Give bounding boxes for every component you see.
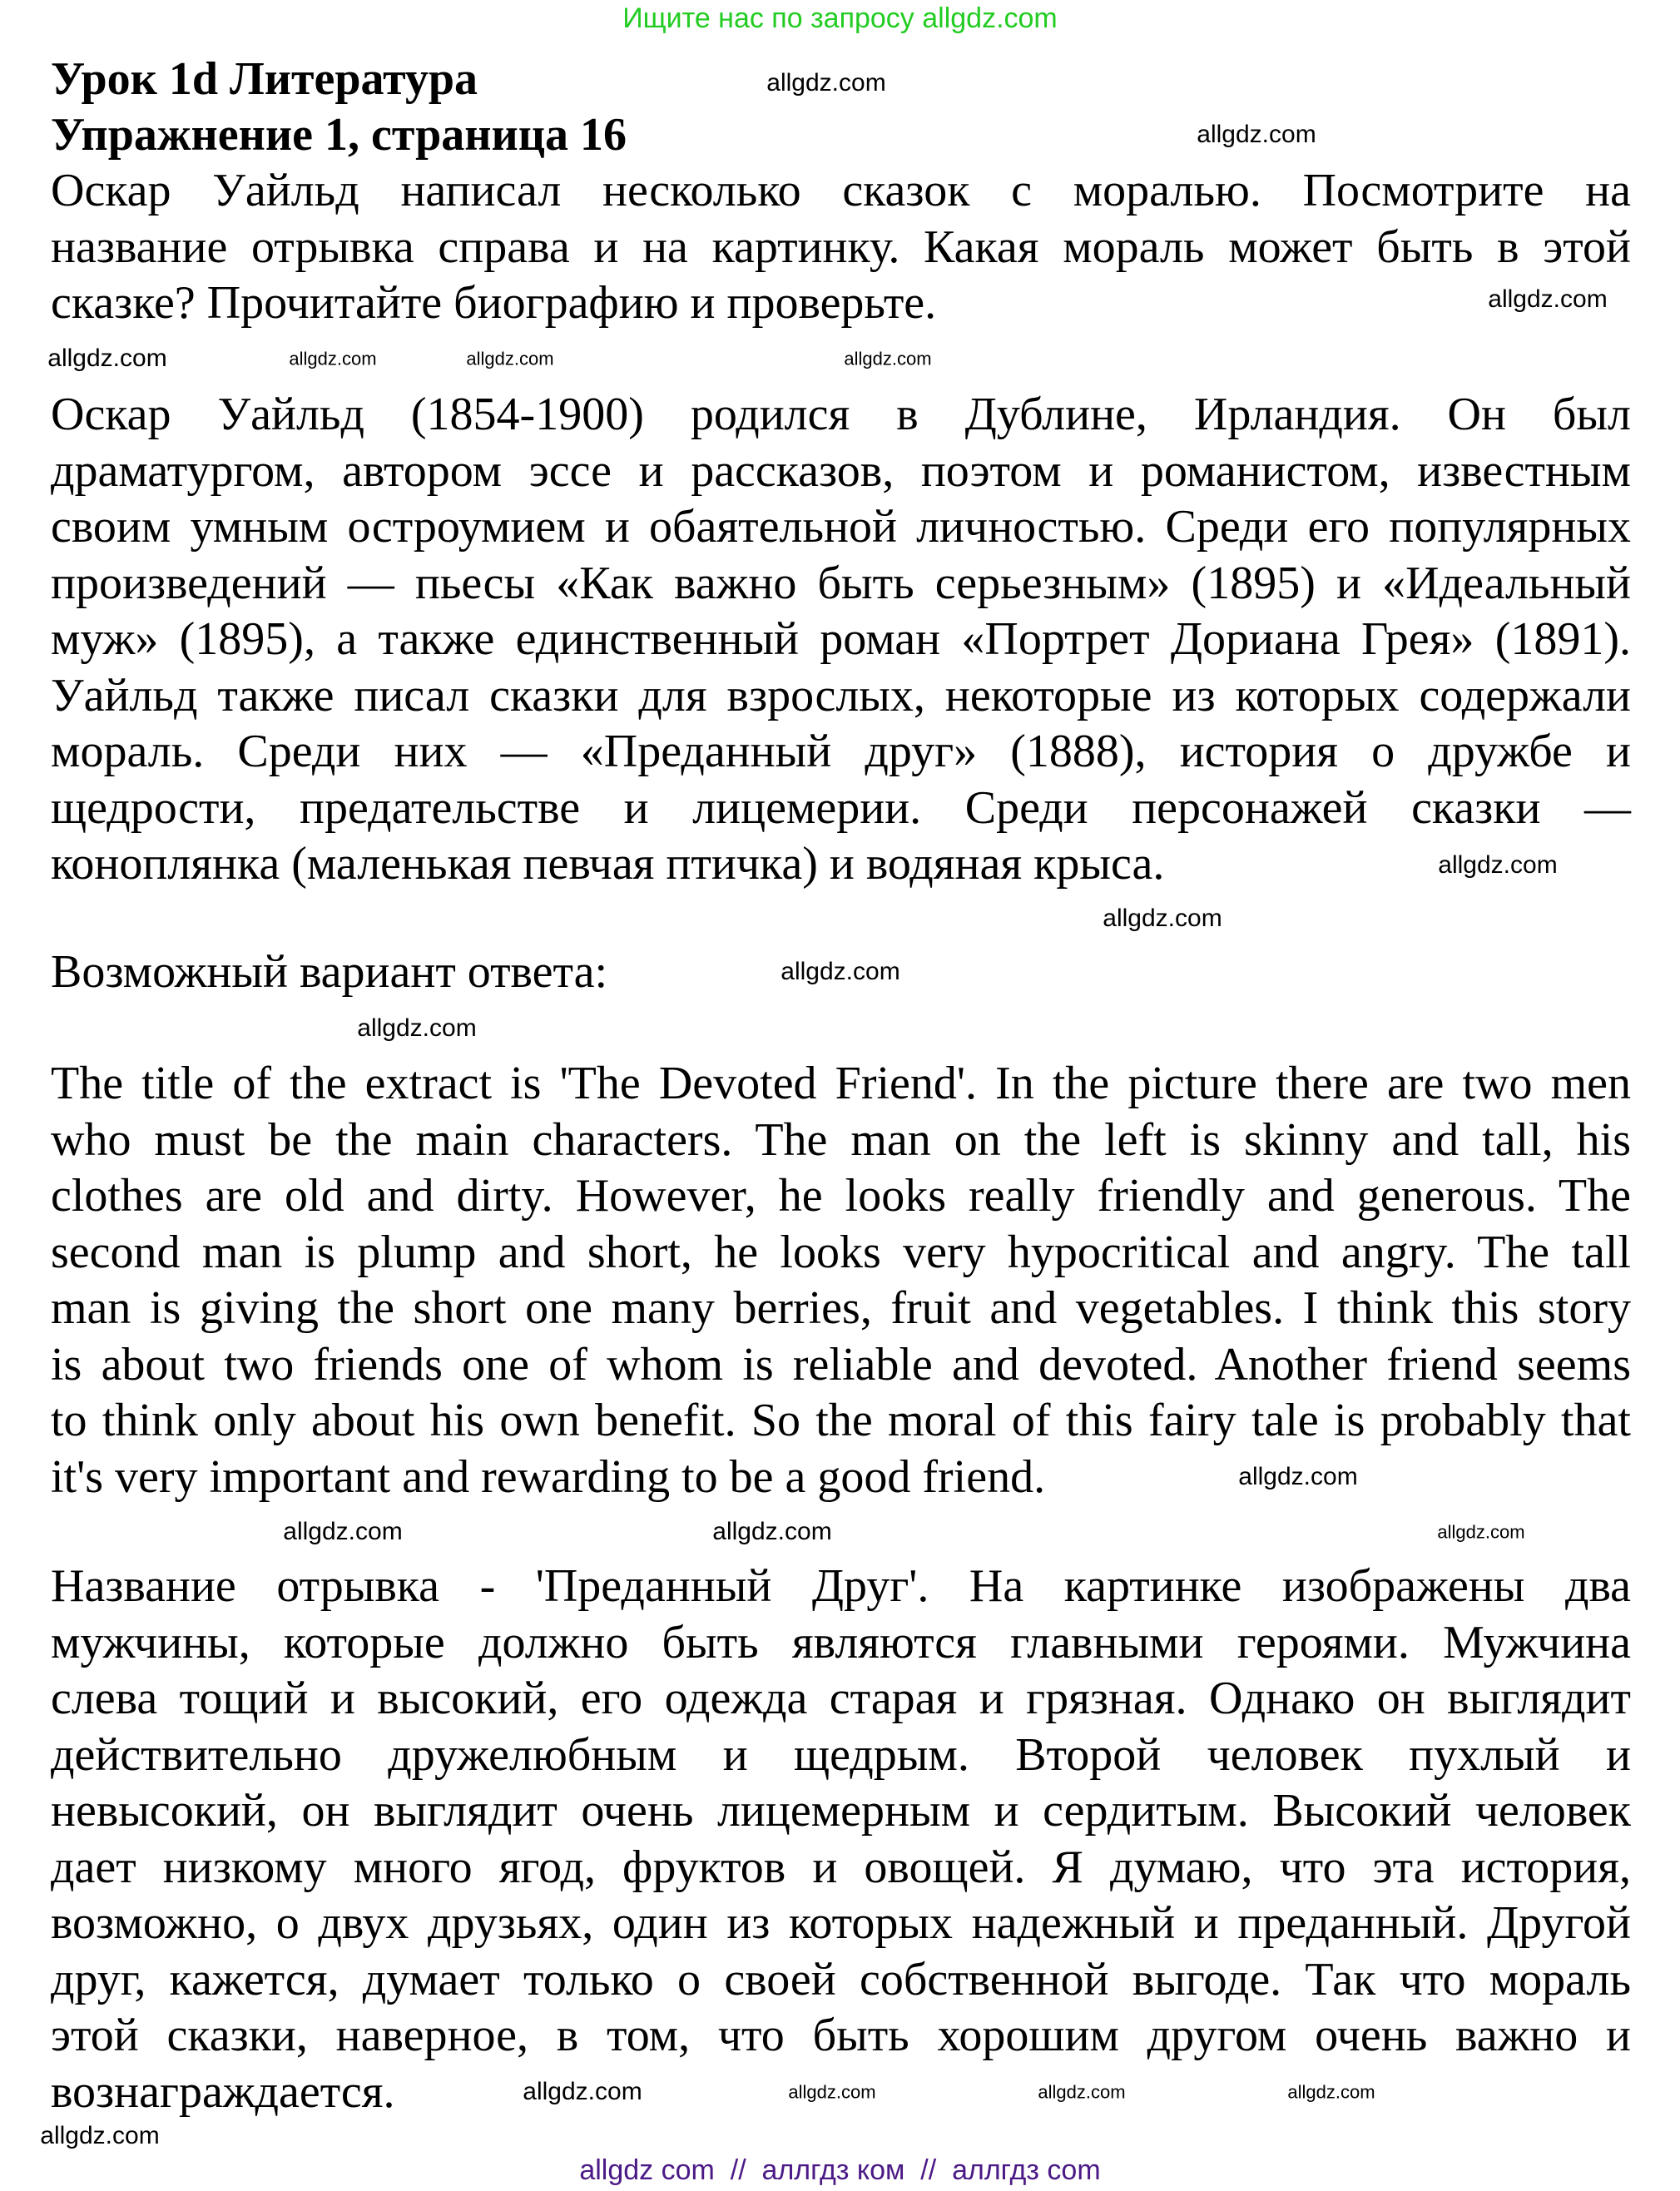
watermark: allgdz.com — [781, 958, 900, 985]
text-line: clothes are old and dirty. However, he looks really friendly and generous. The — [51, 1170, 1631, 1222]
watermark: allgdz.com — [289, 348, 377, 369]
watermark: allgdz.com — [47, 345, 167, 372]
watermark: allgdz.com — [523, 2078, 642, 2105]
answer-russian-paragraph — [51, 1559, 1631, 2120]
text-line: who must be the main characters. The man on the left is skinny and tall, his — [51, 1113, 1631, 1166]
watermark: allgdz.com — [1438, 851, 1558, 879]
watermark: allgdz.com — [766, 69, 886, 97]
text-line: Оскар Уайльд (1854-1900) родился в Дублине, Ирландия. Он был — [51, 389, 1631, 440]
watermark: allgdz.com — [1038, 2081, 1126, 2103]
text-line: этой сказки, наверное, в том, что быть хорошим другом очень важно и — [51, 2010, 1631, 2061]
watermark: allgdz.com — [357, 1014, 477, 1042]
text-line: муж» (1895), а также единственный роман «Портрет Дориана Грея» (1891). — [51, 613, 1631, 665]
text-line: is about two friends one of whom is reliable and devoted. Another friend seems — [51, 1338, 1631, 1390]
text-line: it's very important and rewarding to be a good friend. — [51, 1450, 1046, 1503]
watermark: allgdz.com — [283, 1518, 403, 1545]
watermark: allgdz.com — [844, 348, 932, 369]
text-line: драматургом, автором эссе и рассказов, поэтом и романистом, известным — [51, 444, 1631, 497]
text-line: Оскар Уайльд написал несколько сказок с моралью. Посмотрите на — [51, 165, 1631, 216]
text-line: to think only about his own benefit. So the moral of this fairy tale is probably that — [51, 1395, 1631, 1446]
text-line: возможно, о двух друзьях, один из которых надежный и преданный. Другой — [51, 1897, 1631, 1949]
text-line: мужчины, которые должно быть являются главными героями. Мужчина — [51, 1616, 1631, 1668]
text-line: second man is plump and short, he looks very hypocritical and angry. The tall — [51, 1226, 1631, 1278]
task-paragraph — [51, 163, 1631, 332]
watermark: allgdz.com — [466, 348, 554, 369]
text-line: Название отрывка - 'Преданный Друг'. На картинке изображены два — [51, 1560, 1631, 1612]
watermark: allgdz.com — [788, 2081, 876, 2103]
watermark: allgdz.com — [40, 2122, 160, 2149]
text-line: коноплянка (маленькая певчая птичка) и водяная крыса. — [51, 838, 1165, 890]
text-line: невысокий, он выглядит очень лицемерным и сердитым. Высокий человек — [51, 1785, 1631, 1837]
text-line: слева тощий и высокий, его одежда старая и грязная. Однако он выглядит — [51, 1673, 1631, 1724]
footer-links[interactable]: allgdz com // аллгдз ком // аллгдз com — [579, 2154, 1101, 2186]
watermark: allgdz.com — [1103, 905, 1222, 932]
text-line: действительно дружелюбным и щедрым. Второй человек пухлый и — [51, 1728, 1631, 1781]
text-line: The title of the extract is 'The Devoted Friend'. In the picture there are two men — [51, 1058, 1631, 1109]
watermark: allgdz.com — [712, 1518, 832, 1545]
text-line: щедрости, предательстве и лицемерии. Среди персонажей сказки — — [51, 781, 1631, 834]
lesson-title: Урок 1d Литература — [51, 53, 478, 105]
watermark: allgdz.com — [1287, 2081, 1375, 2103]
text-line: дает низкому много ягод, фруктов и овощей. Я думаю, что эта история, — [51, 1841, 1631, 1893]
biography-paragraph — [51, 387, 1631, 893]
text-line: Уайльд также писал сказки для взрослых, некоторые из которых содержали — [51, 669, 1631, 721]
text-line: вознаграждается. — [51, 2065, 395, 2118]
text-line: своим умным остроумием и обаятельной личностью. Среди его популярных — [51, 501, 1631, 553]
exercise-title: Упражнение 1, страница 16 — [51, 109, 627, 161]
text-line: произведений — пьесы «Как важно быть серьезным» (1895) и «Идеальный — [51, 557, 1631, 609]
text-line: man is giving the short one many berries, fruit and vegetables. I think this story — [51, 1282, 1631, 1334]
text-line: сказке? Прочитайте биографию и проверьте. — [51, 277, 937, 329]
watermark: allgdz.com — [1437, 1521, 1525, 1543]
text-line: мораль. Среди них — «Преданный друг» (1888), история о дружбе и — [51, 726, 1631, 777]
text-line: название отрывка справа и на картинку. Какая мораль может быть в этой — [51, 221, 1631, 273]
top-banner-link[interactable]: Ищите нас по запросу allgdz.com — [622, 2, 1058, 34]
watermark: allgdz.com — [1488, 285, 1608, 313]
text-line: Возможный вариант ответа: — [51, 946, 608, 998]
watermark: allgdz.com — [1197, 121, 1316, 148]
watermark: allgdz.com — [1238, 1463, 1358, 1490]
answer-english-paragraph — [51, 1056, 1631, 1505]
text-line: друг, кажется, думает только о своей собственной выгоде. Так что мораль — [51, 1953, 1631, 2005]
